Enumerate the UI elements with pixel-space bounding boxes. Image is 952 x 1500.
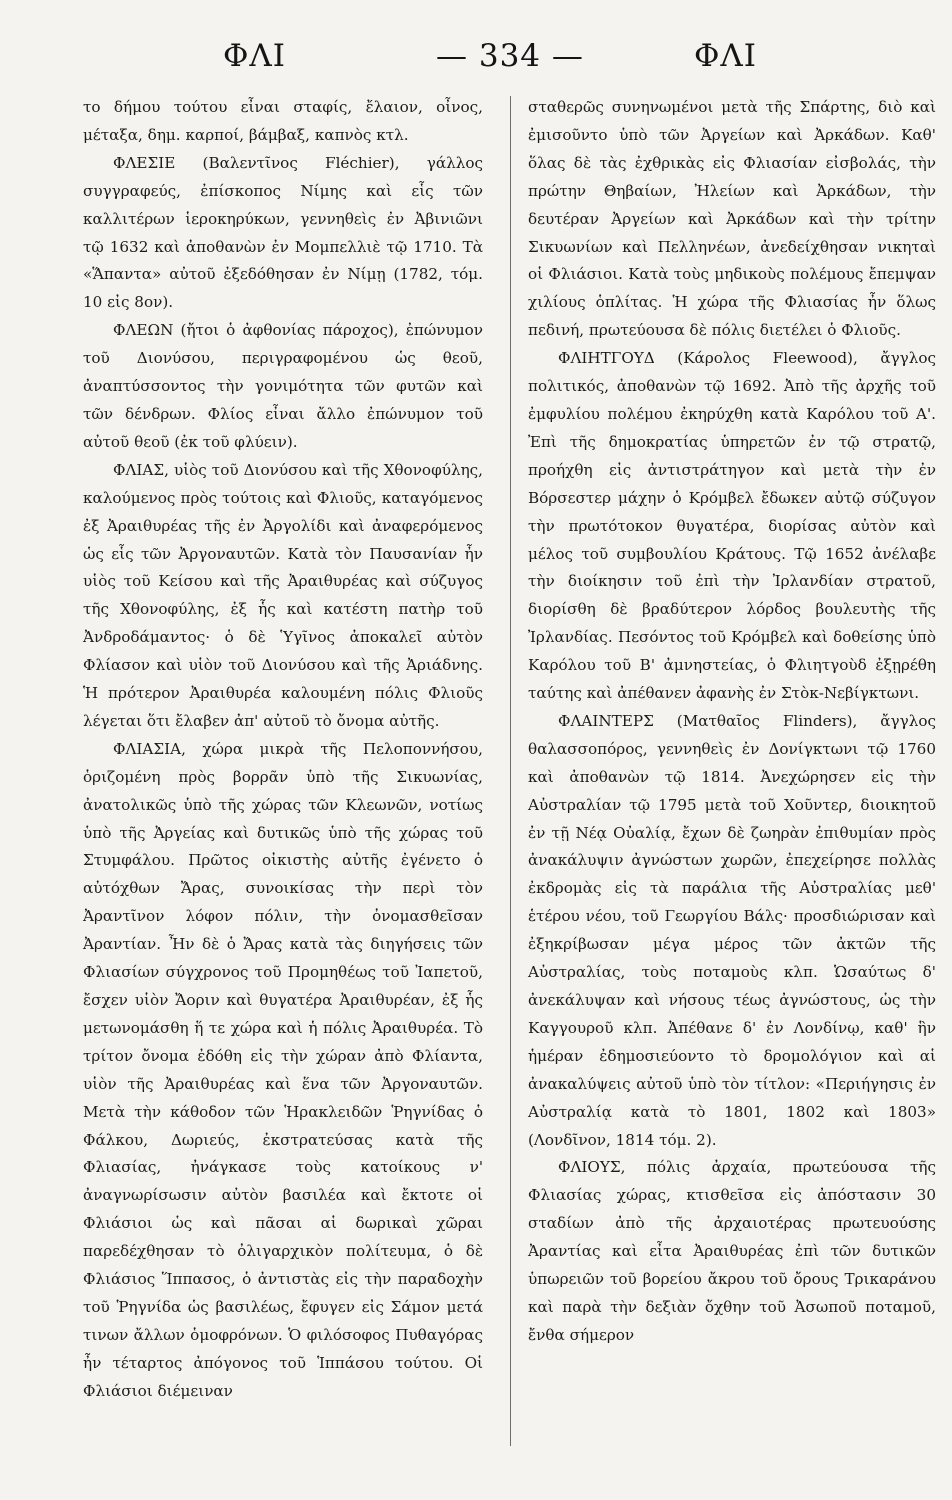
header-right-guideword: ΦΛΙ <box>694 38 758 74</box>
header-left-guideword: ΦΛΙ <box>223 38 287 74</box>
right-column <box>528 94 936 1350</box>
continuation-paragraph: σταθερῶς συνηνωμένοι μετὰ τῆς Σπάρτης, διὸ καὶ ἐμισοῦντο ὑπὸ τῶν Ἀργείων καὶ Ἀρκάδων. Καθ' ὅλας δὲ τὰς ἐχθρικὰς εἰς Φλιασίαν εἰσβολάς, τὴν πρώτην Θηβαίων, Ἠλείων καὶ Ἀρκάδων, τὴν δευτέραν Ἀργείων καὶ Ἀρκάδων καὶ τὴν τρίτην Σικυωνίων καὶ Πελληνέων, ἀνεδείχθησαν νικηταὶ οἱ Φλιάσιοι. Κατὰ τοὺς μηδικοὺς πολέμους ἔπεμψαν χιλίους ὁπλίτας. Ἡ χώρα τῆς Φλιασίας ἦν ὅλως πεδινή, πρωτεύουσα δὲ πόλις διετέλει ὁ Φλιοῦς. <box>528 98 936 340</box>
page-number: — 334 — <box>436 38 584 74</box>
column-divider <box>510 96 511 1446</box>
entry-flias: ΦΛΙΑΣ, υἱὸς τοῦ Διονύσου καὶ τῆς Χθονοφύλης, καλούμενος πρὸς τούτοις καὶ Φλιοῦς, καταγόμενος ἐξ Ἀραιθυρέας τῆς ἐν Ἀργολίδι καὶ ἀναφερόμενος ὡς εἷς τῶν Ἀργοναυτῶν. Κατὰ τὸν Παυσανίαν ἦν υἱὸς τοῦ Κείσου καὶ τῆς Ἀραιθυρέας καὶ σύζυγος τῆς Χθονοφύλης, ἐξ ἧς καὶ κατέστη πατὴρ τοῦ Ἀνδροδάμαντος· ὁ δὲ Ὑγῖνος ἀποκαλεῖ αὐτὸν Φλίασον καὶ υἱὸν τοῦ Διονύσου καὶ τῆς Ἀριάδνης. Ἡ πρότερον Ἀραιθυρέα καλουμένη πόλις Φλιοῦς λέγεται ὅτι ἔλαβεν ἀπ' αὐτοῦ τὸ ὄνομα αὐτῆς. <box>83 460 483 730</box>
entry-flinders: ΦΛΑΙΝΤΕΡΣ (Ματθαῖος Flinders), ἄγγλος θαλασσοπόρος, γεννηθεὶς ἐν Δονίγκτωνι τῷ 1760 καὶ ἀποθανὼν τῷ 1814. Ἀνεχώρησεν εἰς τὴν Αὐστραλίαν τῷ 1795 μετὰ τοῦ Χοῦντερ, διοικητοῦ ἐν τῇ Νέᾳ Οὐαλίᾳ, ἔχων δὲ ζωηρὰν ἐπιθυμίαν πρὸς ἀνακάλυψιν ἀγνώστων χωρῶν, ἐπεχείρησε πολλὰς ἐκδρομὰς εἰς τὰ παράλια τῆς Αὐστραλίας μεθ' ἑτέρου νέου, τοῦ Γεωργίου Βάλς· προσδιώρισαν καὶ ἐξηκρίβωσαν μέγα μέρος τῶν ἀκτῶν τῆς Αὐστραλίας, τοὺς ποταμοὺς κλπ. Ὡσαύτως δ' ἀνεκάλυψαν καὶ νήσους τέως ἀγνώστους, ὡς τὴν Καγγουροῦ κλπ. Ἀπέθανε δ' ἐν Λονδίνῳ, καθ' ἣν ἡμέραν ἐδημοσιεύοντο τὸ δρομολόγιον καὶ αἱ ἀνακαλύψεις αὐτοῦ ὑπὸ τὸν τίτλον: «Περιήγησις ἐν Αὐστραλίᾳ κατὰ τὸ 1801, 1802 καὶ 1803» (Λονδῖνον, 1814 τόμ. 2). <box>528 711 936 1149</box>
continuation-paragraph: το δήμου τούτου εἶναι σταφίς, ἔλαιον, οἶνος, μέταξα, δημ. καρποί, βάμβαξ, καπνὸς κτλ. <box>83 98 483 144</box>
running-header <box>0 30 952 90</box>
left-column <box>83 94 483 1406</box>
entry-flesie: ΦΛΕΣΙΕ (Βαλεντῖνος Fléchier), γάλλος συγγραφεύς, ἐπίσκοπος Νίμης καὶ εἷς τῶν καλλιτέρων ἱεροκηρύκων, γεννηθεὶς ἐν Ἀβινιῶνι τῷ 1632 καὶ ἀποθανὼν ἐν Μομπελλιὲ τῷ 1710. Τὰ «Ἅπαντα» αὐτοῦ ἐξεδόθησαν ἐν Νίμῃ (1782, τόμ. 10 εἰς 8ον). <box>83 153 483 312</box>
entry-fleetwood: ΦΛΙΗΤΓΟΥΔ (Κάρολος Fleewood), ἄγγλος πολιτικός, ἀποθανὼν τῷ 1692. Ἀπὸ τῆς ἀρχῆς τοῦ ἐμφυλίου πολέμου ἐκηρύχθη κατὰ Καρόλου τοῦ Α'. Ἐπὶ τῆς δημοκρατίας ὑπηρετῶν ἐν τῷ στρατῷ, προήχθη εἰς ἀντιστράτηγον καὶ μετὰ τὴν ἐν Βόρσεστερ μάχην ὁ Κρόμβελ ἔδωκεν αὐτῷ σύζυγον τὴν πρωτότοκον θυγατέρα, διορίσας αὐτὸν καὶ μέλος τοῦ συμβουλίου Κράτους. Τῷ 1652 ἀνέλαβε τὴν διοίκησιν τοῦ ἐπὶ τὴν Ἰρλανδίαν στρατοῦ, διορίσθη δὲ βραδύτερον λόρδος βουλευτὴς τῆς Ἰρλανδίας. Πεσόντος τοῦ Κρόμβελ καὶ δοθείσης ὑπὸ Καρόλου τοῦ Β' ἀμνηστείας, ὁ Φλιητγοὺδ ἐξῃρέθη ταύτης καὶ ἀπέθανεν ἀφανὴς ἐν Στὸκ-Νεβίγκτωνι. <box>528 349 936 703</box>
entry-fleon: ΦΛΕΩΝ (ἤτοι ὁ ἀφθονίας πάροχος), ἐπώνυμον τοῦ Διονύσου, περιγραφομένου ὡς θεοῦ, ἀναπτύσσοντος τὴν γονιμότητα τῶν φυτῶν καὶ τῶν δένδρων. Φλίος εἶναι ἄλλο ἐπώνυμον τοῦ αὐτοῦ θεοῦ (ἐκ τοῦ φλύειν). <box>83 321 483 451</box>
entry-flious: ΦΛΙΟΥΣ, πόλις ἀρχαία, πρωτεύουσα τῆς Φλιασίας χώρας, κτισθεῖσα εἰς ἀπόστασιν 30 σταδίων ἀπὸ τῆς ἀρχαιοτέρας πρωτευούσης Ἀραντίας καὶ εἶτα Ἀραιθυρέας ἐπὶ τῶν δυτικῶν ὑπωρειῶν τοῦ βορείου ἄκρου τοῦ ὄρους Τρικαράνου καὶ παρὰ τὴν δεξιὰν ὄχθην τοῦ Ἀσωποῦ ποταμοῦ, ἔνθα σήμερον <box>528 1158 936 1344</box>
entry-fliasia: ΦΛΙΑΣΙΑ, χώρα μικρὰ τῆς Πελοποννήσου, ὁριζομένη πρὸς βορρᾶν ὑπὸ τῆς Σικυωνίας, ἀνατολικῶς ὑπὸ τῆς χώρας τῶν Κλεωνῶν, νοτίως ὑπὸ τῆς Ἀργείας καὶ δυτικῶς ὑπὸ τῆς χώρας τοῦ Στυμφάλου. Πρῶτος οἰκιστὴς αὐτῆς ἐγένετο ὁ αὐτόχθων Ἄρας, συνοικίσας τὴν περὶ τὸν Ἀραντῖνον λόφον πόλιν, τὴν ὀνομασθεῖσαν Ἀραντίαν. Ἦν δὲ ὁ Ἄρας κατὰ τὰς διηγήσεις τῶν Φλιασίων σύγχρονος τοῦ Προμηθέως τοῦ Ἰαπετοῦ, ἔσχεν υἱὸν Ἄοριν καὶ θυγατέρα Ἀραιθυρέαν, ἐξ ἧς μετωνομάσθη ἥ τε χώρα καὶ ἡ πόλις Ἀραιθυρέα. Τὸ τρίτον ὄνομα ἐδόθη εἰς τὴν χώραν ἀπὸ Φλίαντα, υἱὸν τῆς Ἀραιθυρέας καὶ ἕνα τῶν Ἀργοναυτῶν. Μετὰ τὴν κάθοδον τῶν Ἡρακλειδῶν Ῥηγνίδας ὁ Φάλκου, Δωριεύς, ἐκστρατεύσας κατὰ τῆς Φλιασίας, ἠνάγκασε τοὺς κατοίκους ν' ἀναγνωρίσωσιν αὐτὸν βασιλέα καὶ ἔκτοτε οἱ Φλιάσιοι ὡς καὶ πᾶσαι αἱ δωρικαὶ χῶραι παρεδέχθησαν τὸ ὀλιγαρχικὸν πολίτευμα, ὁ δὲ Φλιάσιος Ἵππασος, ὁ ἀντιστὰς εἰς τὴν παραδοχὴν τοῦ Ῥηγνίδα ὡς βασιλέως, ἔφυγεν εἰς Σάμον μετά τινων ἄλλων ὁμοφρόνων. Ὁ φιλόσοφος Πυθαγόρας ἦν τέταρτος ἀπόγονος τοῦ Ἱππάσου τούτου. Οἱ Φλιάσιοι διέμειναν <box>83 739 483 1400</box>
